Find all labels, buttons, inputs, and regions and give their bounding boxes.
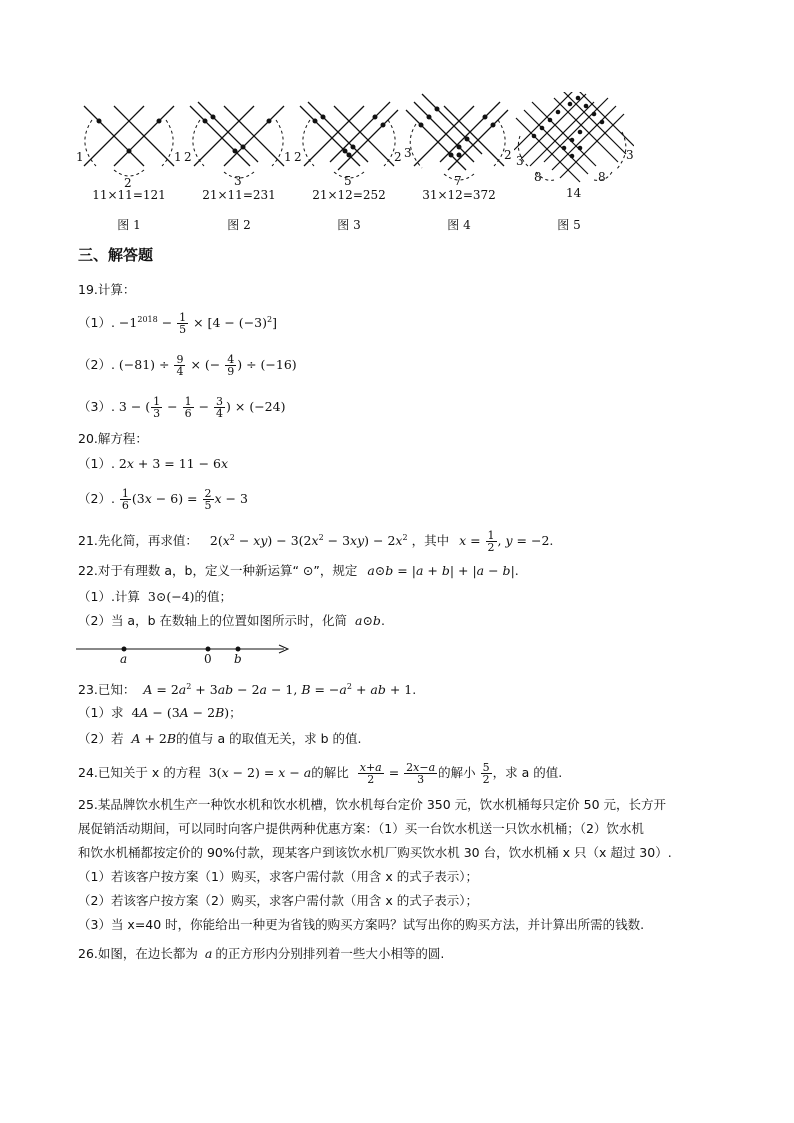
q24-text-a: 24.已知关于 x 的方程 bbox=[78, 765, 201, 780]
figure-bottom-right-number: 8 bbox=[598, 170, 606, 184]
q25-line: （1）若该客户按方案（1）购买，求客户需付款（用含 x 的式子表示）； bbox=[78, 869, 479, 884]
figure-bottom-left-number: 8 bbox=[534, 170, 542, 184]
figure-equation: 21×12=252 bbox=[312, 188, 386, 202]
figure-bottom-number: 3 bbox=[234, 174, 242, 188]
figure-bottom-number: 14 bbox=[566, 186, 582, 200]
q19-part2-prefix: （2）. bbox=[78, 357, 115, 372]
figure-3 bbox=[294, 92, 414, 242]
q20-part2-expression: $\frac{1}{6}$ (3x − 6) = $\frac{2}{5}$ x − 3 bbox=[121, 487, 248, 512]
q20-part1 bbox=[78, 456, 228, 472]
q23-part1-expression: 4A − (3A − 2B) bbox=[131, 705, 230, 720]
figure-left-number: 1 bbox=[76, 150, 84, 164]
q22-part2-expression: a⊙b. bbox=[354, 613, 385, 628]
number-line-drawing bbox=[76, 640, 290, 666]
q20-part2-prefix: （2）. bbox=[78, 491, 115, 506]
lattice-figures bbox=[74, 92, 644, 242]
q23-part2-text: （2）若 bbox=[78, 731, 124, 746]
figure-left-number: 2 bbox=[294, 150, 302, 164]
q19-part1 bbox=[78, 312, 277, 335]
q23-text: 23.已知： bbox=[78, 682, 136, 698]
figure-4 bbox=[404, 92, 524, 242]
q19-part2 bbox=[78, 354, 297, 377]
q21 bbox=[78, 530, 553, 553]
q24-equation-1: 3(x − 2) = x − a bbox=[208, 765, 312, 780]
figure-right-number: 2 bbox=[394, 150, 402, 164]
q25-line: 展促销活动期间，可以同时向客户提供两种优惠方案：（1）买一台饮水机送一只饮水机桶；（2）饮水机 bbox=[78, 821, 644, 836]
q19-part1-expression: $-1^{2018}$ − $\frac{1}{5}$ × $[4 - (-3)^2]$ bbox=[118, 311, 277, 337]
q24 bbox=[78, 762, 562, 785]
q22-part2-text: （2）当 a，b 在数轴上的位置如图所示时，化简 bbox=[78, 613, 347, 628]
q23-definition: $A = 2a^2 + 3ab - 2a - 1$, $B = -a^2$ + ab + 1. bbox=[143, 682, 417, 698]
q23-title bbox=[78, 679, 416, 698]
q21-expression: $2(x^2 - xy) - 3(2x^2 - 3xy) - 2x^2$ bbox=[209, 533, 408, 549]
figure-caption: 图 5 bbox=[557, 218, 581, 232]
q23-part2-expression: A + 2B bbox=[131, 731, 177, 746]
q24-text-c: 的解小 bbox=[438, 765, 476, 780]
q25-line: （3）当 x=40 时，你能给出一种更为省钱的购买方案吗？试写出你的购买方法，并计算出所需的钱数. bbox=[78, 917, 645, 932]
q23-part1-end: ； bbox=[229, 705, 242, 720]
figure-1 bbox=[74, 92, 194, 242]
number-line bbox=[76, 640, 290, 666]
q21-mid: ，其中 bbox=[411, 533, 450, 549]
q24-text-b: 的解比 bbox=[311, 765, 349, 780]
q22-part2 bbox=[78, 613, 385, 629]
figure-left-number: 3 bbox=[404, 146, 412, 160]
q20-part1-expression: 2x + 3 = 11 − 6x bbox=[118, 456, 229, 471]
figure-bottom-number: 7 bbox=[454, 174, 462, 188]
figure-left-number: 2 bbox=[184, 150, 192, 164]
q26-text: 26.如图，在边长都为 bbox=[78, 946, 198, 961]
q24-equation-2: $\frac{x+a}{2}$ = $\frac{2x-a}{3}$ bbox=[359, 761, 436, 786]
q20-part1-prefix: （1）. bbox=[78, 456, 115, 471]
figure-right-number: 1 bbox=[284, 150, 292, 164]
q19-part3 bbox=[78, 396, 285, 419]
q19-part2-expression: (−81) ÷ $\frac{9}{4}$ × (− $\frac{4}{9}$ ) ÷ (−16) bbox=[118, 353, 297, 378]
section-title: 三、解答题 bbox=[78, 246, 154, 264]
figure-equation: 21×11=231 bbox=[202, 188, 276, 202]
q19-part3-prefix: （3）. bbox=[78, 399, 115, 414]
figure-caption: 图 1 bbox=[117, 218, 141, 232]
figure-right-number: 3 bbox=[626, 148, 634, 162]
q23-part2-end: 的值与 a 的取值无关，求 b 的值. bbox=[176, 731, 362, 746]
q22-part1-text: （1）.计算 bbox=[78, 589, 140, 604]
q24-text-d: ，求 a 的值. bbox=[492, 765, 563, 780]
q22-text: 22.对于有理数 a，b，定义一种新运算“ ⊙”，规定 bbox=[78, 563, 358, 578]
figure-right-number: 1 bbox=[174, 150, 182, 164]
figure-2 bbox=[184, 92, 304, 242]
q22-part1-expression: 3⊙(−4) bbox=[147, 589, 195, 604]
q25 bbox=[78, 793, 718, 937]
q25-line: （2）若该客户按方案（2）购买，求客户需付款（用含 x 的式子表示）； bbox=[78, 893, 479, 908]
q21-text: 21.先化简，再求值： bbox=[78, 533, 198, 549]
number-line-label-a: a bbox=[120, 652, 128, 666]
q19-part3-expression: 3 − ( $\frac{1}{3}$ − $\frac{1}{6}$ − $\frac{3}{4}$ ) × (−24) bbox=[118, 395, 286, 420]
q19-title: 19.计算： bbox=[78, 282, 136, 297]
figure-bottom-number: 5 bbox=[344, 174, 352, 188]
q26 bbox=[78, 946, 444, 962]
q22-title bbox=[78, 563, 519, 579]
q23-part1 bbox=[78, 705, 242, 721]
number-line-label-zero: 0 bbox=[204, 652, 212, 666]
q26-end: 的正方形内分别排列着一些大小相等的圆. bbox=[215, 946, 445, 961]
number-line-label-b: b bbox=[234, 652, 242, 666]
figure-left-number: 3 bbox=[516, 154, 524, 168]
q22-part1-end: 的值； bbox=[194, 589, 233, 604]
q24-fraction: $\frac{5}{2}$ bbox=[482, 761, 490, 786]
q20-part2 bbox=[78, 488, 248, 511]
figure-equation: 11×11=121 bbox=[92, 188, 166, 202]
q22-definition: a⊙b = |a + b| + |a − b|. bbox=[367, 563, 519, 578]
q21-values: x = $\frac{1}{2}$ , y = −2. bbox=[459, 529, 554, 555]
figure-caption: 图 3 bbox=[337, 218, 361, 232]
q20-title: 20.解方程： bbox=[78, 431, 148, 446]
q25-line: 25.某品牌饮水机生产一种饮水机和饮水机槽，饮水机每台定价 350 元，饮水机桶每只定价 50 元，长方开 bbox=[78, 797, 667, 812]
q25-line: 和饮水机桶都按定价的 90%付款，现某客户到该饮水机厂购买饮水机 30 台，饮水机桶 x 只（x 超过 30）. bbox=[78, 845, 672, 860]
figure-bottom-number: 2 bbox=[124, 176, 132, 190]
q26-variable: a bbox=[204, 946, 213, 961]
figure-caption: 图 2 bbox=[227, 218, 251, 232]
q23-part2 bbox=[78, 731, 362, 747]
figure-equation: 31×12=372 bbox=[422, 188, 496, 202]
q23-part1-text: （1）求 bbox=[78, 705, 124, 720]
figure-right-number: 2 bbox=[504, 148, 512, 162]
figure-5 bbox=[514, 92, 634, 242]
figure-caption: 图 4 bbox=[447, 218, 471, 232]
q22-part1 bbox=[78, 589, 232, 605]
q19-part1-prefix: （1）. bbox=[78, 315, 115, 331]
